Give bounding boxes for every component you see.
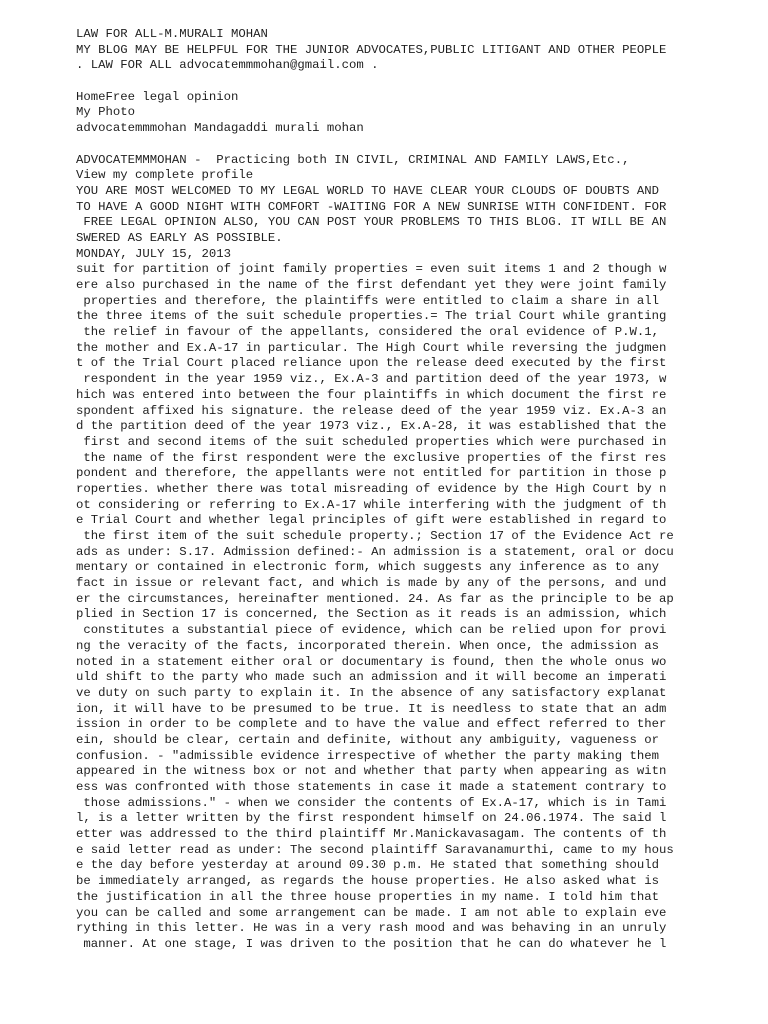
post-body-line: er the circumstances, hereinafter mentioned. 24. As far as the principle to be ap <box>76 591 674 606</box>
post-body-line: respondent in the year 1959 viz., Ex.A-3 and partition deed of the year 1973, w <box>76 372 667 387</box>
document-page <box>76 27 686 953</box>
post-body-line: the name of the first respondent were the exclusive properties of the first res <box>76 450 667 465</box>
post-body-line: e Trial Court and whether legal principles of gift were established in regard to <box>76 513 667 528</box>
post-body-line: constitutes a substantial piece of evidence, which can be relied upon for provi <box>76 623 667 638</box>
welcome-message <box>76 184 686 247</box>
post-body-line: the mother and Ex.A-17 in particular. The High Court while reversing the judgmen <box>76 340 667 355</box>
post-body-line: first and second items of the suit scheduled properties which were purchased in <box>76 434 667 449</box>
post-body-line: confusion. - "admissible evidence irrespective of whether the party making them <box>76 748 659 763</box>
post-body-line: the first item of the suit schedule property.; Section 17 of the Evidence Act re <box>76 529 674 543</box>
post-body-line: l, is a letter written by the first respondent himself on 24.06.1974. The said l <box>76 811 667 826</box>
blog-title: LAW FOR ALL-M.MURALI MOHAN <box>76 27 268 41</box>
post-body-line: suit for partition of joint family properties = even suit items 1 and 2 though w <box>76 262 667 277</box>
post-body-line: the three items of the suit schedule properties.= The trial Court while granting <box>76 309 667 324</box>
post-body-line: etter was addressed to the third plaintiff Mr.Manickavasagam. The contents of th <box>76 827 667 842</box>
blog-tagline: MY BLOG MAY BE HELPFUL FOR THE JUNIOR ADVOCATES,PUBLIC LITIGANT AND OTHER PEOPLE <box>76 42 667 57</box>
post-body-line: ion, it will have to be presumed to be true. It is needless to state that an adm <box>76 701 667 716</box>
post-body-line: ng the veracity of the facts, incorporated therein. When once, the admission as <box>76 638 659 653</box>
welcome-line: YOU ARE MOST WELCOMED TO MY LEGAL WORLD TO HAVE CLEAR YOUR CLOUDS OF DOUBTS AND <box>76 183 659 198</box>
post-body-line: noted in a statement either oral or documentary is found, then the whole onus wo <box>76 654 667 669</box>
post-body-line: ot considering or referring to Ex.A-17 while interfering with the judgment of th <box>76 497 667 512</box>
blog-tagline-email: . LAW FOR ALL advocatemmmohan@gmail.com . <box>76 58 379 73</box>
post-body-line: t of the Trial Court placed reliance upon the release deed executed by the first <box>76 356 667 371</box>
post-date: MONDAY, JULY 15, 2013 <box>76 246 231 261</box>
post-body-line: those admissions." - when we consider the contents of Ex.A-17, which is in Tami <box>76 795 667 810</box>
post-body-line: ere also purchased in the name of the first defendant yet they were joint family <box>76 278 667 292</box>
post-body-line: ission in order to be complete and to have the value and effect referred to ther <box>76 717 667 732</box>
post-body-line: be immediately arranged, as regards the house properties. He also asked what is <box>76 874 659 889</box>
post-body-line: e the day before yesterday at around 09.30 p.m. He stated that something should <box>76 858 659 873</box>
post-body-line: properties and therefore, the plaintiffs were entitled to claim a share in all <box>76 293 659 308</box>
post-body-line: uld shift to the party who made such an admission and it will become an imperati <box>76 670 667 685</box>
profile-name[interactable]: advocatemmmohan Mandagaddi murali mohan <box>76 121 364 136</box>
welcome-line: SWERED AS EARLY AS POSSIBLE. <box>76 230 283 245</box>
post-body-line: rything in this letter. He was in a very rash mood and was behaving in an unruly <box>76 921 667 936</box>
post-body-line: the relief in favour of the appellants, considered the oral evidence of P.W.1, <box>76 325 659 340</box>
post-body-line: spondent affixed his signature. the release deed of the year 1959 viz. Ex.A-3 an <box>76 403 667 418</box>
nav-home-free-legal-opinion[interactable]: HomeFree legal opinion <box>76 89 239 104</box>
post-body <box>76 262 686 952</box>
profile-description: ADVOCATEMMMOHAN - Practicing both IN CIVIL, CRIMINAL AND FAMILY LAWS,Etc., <box>76 152 630 167</box>
post-body-line: ve duty on such party to explain it. In the absence of any satisfactory explanat <box>76 685 667 700</box>
post-body-line: ein, should be clear, certain and definite, without any ambiguity, vagueness or <box>76 732 659 747</box>
post-body-line: appeared in the witness box or not and whether that party when appearing as witn <box>76 764 667 779</box>
post-body-line: hich was entered into between the four plaintiffs in which document the first re <box>76 387 667 402</box>
welcome-line: FREE LEGAL OPINION ALSO, YOU CAN POST YOUR PROBLEMS TO THIS BLOG. IT WILL BE AN <box>76 215 667 230</box>
post-body-line: mentary or contained in electronic form, which suggests any inference as to any <box>76 560 659 575</box>
post-body-line: plied in Section 17 is concerned, the Section as it reads is an admission, which <box>76 607 667 622</box>
post-body-line: the justification in all the three house properties in my name. I told him that <box>76 889 659 904</box>
post-body-line: e said letter read as under: The second plaintiff Saravanamurthi, came to my hous <box>76 842 674 857</box>
post-body-line: fact in issue or relevant fact, and which is made by any of the persons, and und <box>76 576 667 591</box>
post-body-line: manner. At one stage, I was driven to the position that he can do whatever he l <box>76 936 667 951</box>
post-body-line: ads as under: S.17. Admission defined:- An admission is a statement, oral or docu <box>76 544 674 559</box>
post-body-line: roperties. whether there was total misreading of evidence by the High Court by n <box>76 481 667 496</box>
welcome-line: TO HAVE A GOOD NIGHT WITH COMFORT -WAITING FOR A NEW SUNRISE WITH CONFIDENT. FOR <box>76 199 667 214</box>
post-body-line: pondent and therefore, the appellants were not entitled for partition in those p <box>76 466 667 481</box>
view-profile-link[interactable]: View my complete profile <box>76 168 254 183</box>
nav-my-photo[interactable]: My Photo <box>76 105 136 120</box>
post-body-line: you can be called and some arrangement can be made. I am not able to explain eve <box>76 905 667 920</box>
post-body-line: d the partition deed of the year 1973 viz., Ex.A-28, it was established that the <box>76 419 667 434</box>
post-body-line: ess was confronted with those statements in case it made a statement contrary to <box>76 780 667 794</box>
